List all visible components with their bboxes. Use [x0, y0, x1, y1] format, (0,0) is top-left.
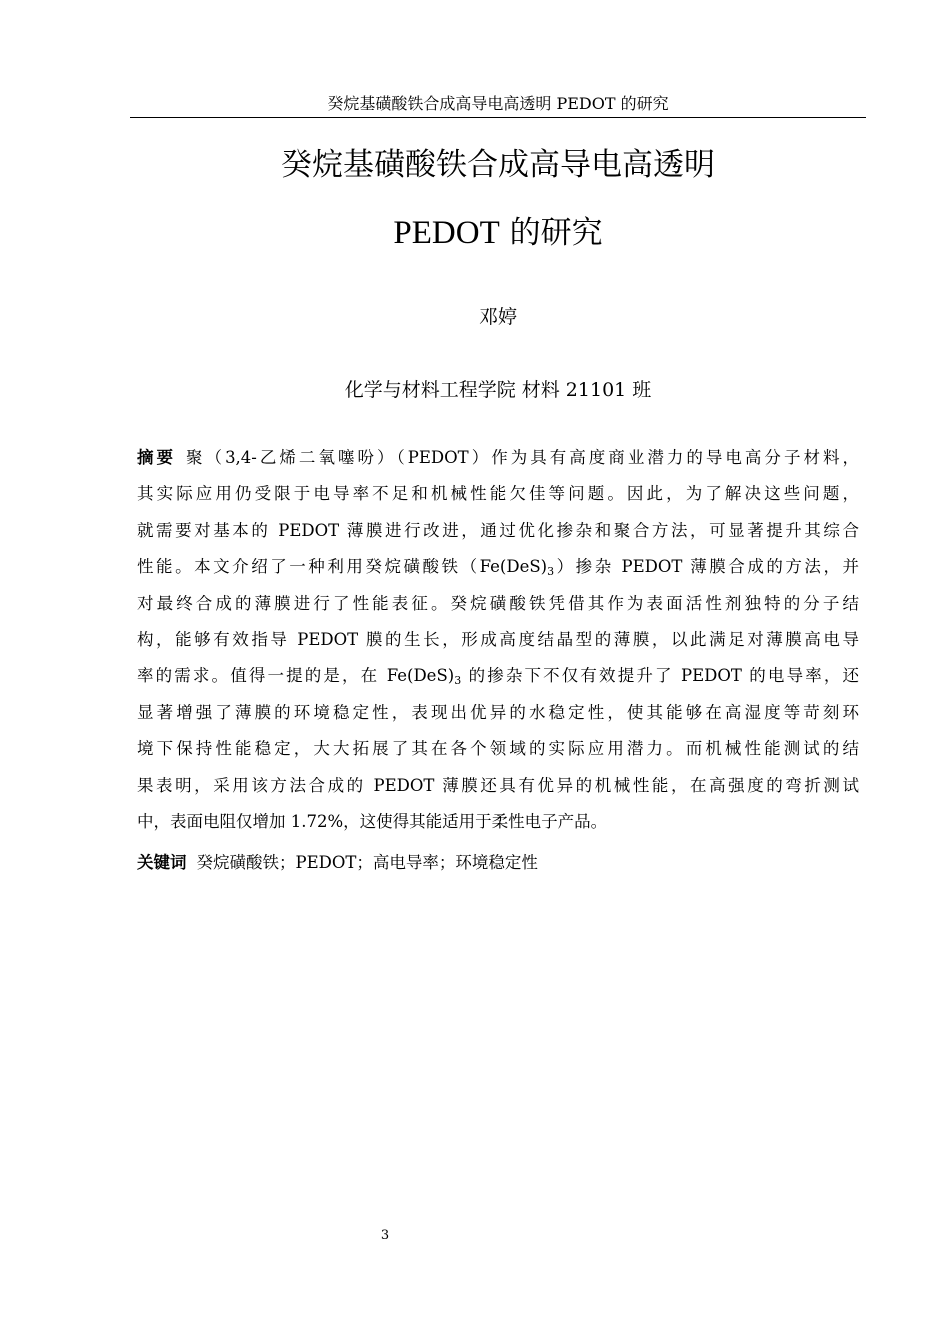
abstract-text: 性能。本文介绍了一种利用癸烷磺酸铁（Fe(DeS) [137, 557, 548, 577]
keywords [137, 849, 859, 877]
abstract-text: 聚（3,4-乙烯二氧噻吩）（PEDOT）作为具有高度商业潜力的导电高分子材料， [186, 448, 859, 467]
abstract-line [137, 549, 859, 585]
affiliation: 化学与材料工程学院 材料 21101 班 [344, 379, 652, 401]
abstract-line: 境下保持性能稳定，大大拓展了其在各个领域的实际应用潜力。而机械性能测试的结 [137, 739, 859, 759]
abstract-line: 构，能够有效指导 PEDOT 膜的生长，形成高度结晶型的薄膜，以此满足对薄膜高电导 [137, 630, 859, 650]
abstract-line [137, 658, 859, 694]
abstract-text: 的掺杂下不仅有效提升了 PEDOT 的电导率，还 [461, 666, 859, 686]
paper-title-line-2 [130, 213, 866, 253]
subscript: 3 [454, 674, 462, 688]
paper-title-line-1: 癸烷基磺酸铁合成高导电高透明 [281, 147, 715, 183]
abstract-line: 果表明，采用该方法合成的 PEDOT 薄膜还具有优异的机械性能，在高强度的弯折测试 [137, 775, 859, 795]
abstract-label: 摘要 [137, 448, 177, 467]
abstract-line: 其实际应用仍受限于电导率不足和机械性能欠佳等问题。因此，为了解决这些问题， [137, 484, 859, 504]
paper-title-cjk: 的研究 [499, 215, 603, 251]
header-rule [130, 117, 866, 118]
running-header: 癸烷基磺酸铁合成高导电高透明 PEDOT 的研究 [327, 94, 669, 113]
abstract-text: 率的需求。值得一提的是，在 Fe(DeS) [137, 666, 455, 686]
abstract-line: 就需要对基本的 PEDOT 薄膜进行改进，通过优化掺杂和聚合方法，可显著提升其综合 [137, 520, 859, 540]
abstract-line: 显著增强了薄膜的环境稳定性，表现出优异的水稳定性，使其能够在高湿度等苛刻环 [137, 702, 859, 722]
keywords-text: 癸烷磺酸铁；PEDOT；高电导率；环境稳定性 [196, 853, 538, 872]
abstract-line: 中，表面电阻仅增加 1.72%，这使得其能适用于柔性电子产品。 [137, 812, 608, 832]
subscript: 3 [547, 565, 555, 579]
page-number: 3 [380, 1228, 390, 1243]
paper-title-latin: PEDOT [393, 215, 500, 251]
abstract-text: ）掺杂 PEDOT 薄膜合成的方法，并 [554, 557, 859, 577]
author-name: 邓婷 [478, 306, 517, 328]
abstract-line: 对最终合成的薄膜进行了性能表征。癸烷磺酸铁凭借其作为表面活性剂独特的分子结 [137, 593, 859, 613]
abstract-line [137, 440, 859, 476]
abstract [137, 440, 859, 840]
keywords-label: 关键词 [137, 853, 187, 872]
